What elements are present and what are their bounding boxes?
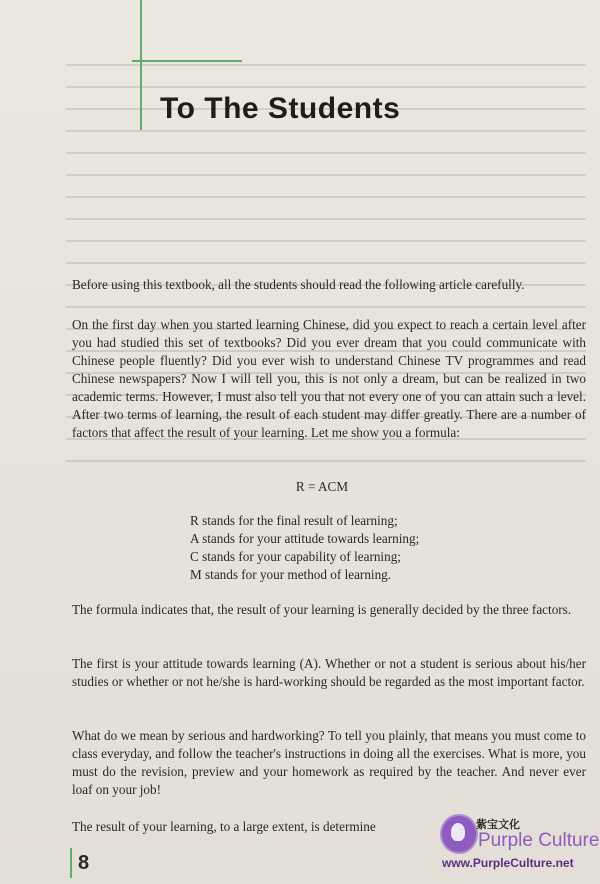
paragraph-4: What do we mean by serious and hardworking? To tell you plainly, that means you must come to class everyday, and follow the teacher's instructions in doing all the exercises. What is more, you must do the revision, preview and your homework as required by the teacher. And never ever loaf on your job!	[72, 728, 586, 797]
page-title: To The Students	[160, 92, 401, 125]
decorative-horizontal-line	[132, 60, 242, 62]
purple-culture-logo-icon	[440, 814, 478, 854]
formula: R = ACM	[295, 479, 349, 494]
legend-m: M stands for your method of learning.	[190, 567, 392, 582]
formula-legend	[190, 512, 570, 584]
paragraph-2: The formula indicates that, the result of your learning is generally decided by the three factors.	[72, 602, 572, 617]
legend-a: A stands for your attitude towards learning;	[190, 531, 420, 546]
page-number-tick	[70, 848, 72, 878]
purple-culture-watermark	[440, 812, 600, 876]
decorative-vertical-line	[140, 0, 142, 130]
legend-r: R stands for the final result of learning;	[190, 513, 398, 528]
paragraph-1: On the first day when you started learning Chinese, did you expect to reach a certain level after you had studied this set of textbooks? Did you ever dream that you could communicate with Chinese people fluently? Did you ever wish to understand Chinese TV programmes and read Chinese newspapers? Now I will tell you, this is not only a dream, but can be realized in two academic terms. However, I must also tell you that not every one of you can attain such a level. After two terms of learning, the result of each student may differ greatly. There are a number of factors that affect the result of your learning. Let me show you a formula:	[72, 317, 586, 440]
page-number: 8	[78, 852, 90, 874]
watermark-brand: Purple Culture	[478, 830, 600, 851]
paragraph-5-fragment: The result of your learning, to a large extent, is determine	[72, 819, 376, 834]
watermark-url: www.PurpleCulture.net	[442, 856, 574, 870]
paragraph-3: The first is your attitude towards learning (A). Whether or not a student is serious about his/her studies or whether or not he/she is hard-working should be regarded as the most important factor.	[72, 656, 586, 689]
legend-c: C stands for your capability of learning;	[190, 549, 401, 564]
intro-paragraph: Before using this textbook, all the students should read the following article carefully.	[72, 277, 525, 292]
watermark-chinese-text: 紫宝文化	[476, 818, 520, 831]
